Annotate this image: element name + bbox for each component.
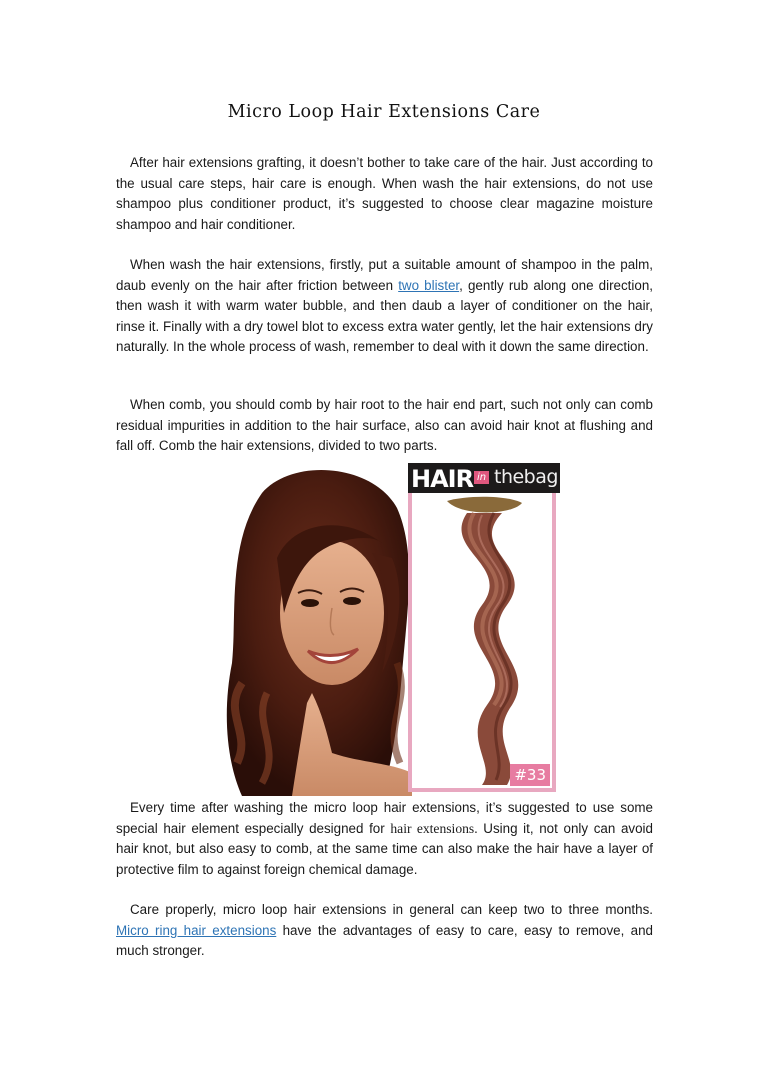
- brand-logo-thebag: thebag: [494, 466, 558, 488]
- paragraph-1: [116, 153, 653, 235]
- brand-logo: [408, 463, 560, 493]
- wavy-hair-extension-graphic: [412, 495, 552, 785]
- brand-logo-hair: HAIR: [411, 465, 474, 493]
- paragraph-5: [116, 900, 653, 962]
- paragraph-4-serif-text: hair extensions.: [390, 820, 478, 836]
- two-blister-link[interactable]: two blister: [398, 277, 460, 293]
- paragraph-3-text: When comb, you should comb by hair root to the hair end part, such not only can comb residual impurities in addition to the hair surface, also can avoid hair knot at flushing and fall off. Comb the hair extensions, divided to two parts.: [116, 397, 653, 454]
- product-image: [408, 463, 556, 792]
- paragraph-5-text-start: Care properly, micro loop hair extensions in general can keep two to three months.: [130, 902, 653, 917]
- paragraph-4: [116, 798, 653, 880]
- micro-ring-hair-extensions-link[interactable]: Micro ring hair extensions: [116, 922, 277, 938]
- model-portrait-graphic: [222, 463, 412, 796]
- paragraph-1-text: After hair extensions grafting, it doesn’t bother to take care of the hair. Just according to the usual care steps, hair care is enough. When wash the hair extensions, do not use shampoo plus conditioner product, it’s suggested to choose clear magazine moisture shampoo and hair conditioner.: [116, 155, 653, 232]
- paragraph-4-text-start: Every time after washing the micro loop hair extensions, it’s suggested to use some special hair element especially designed for: [116, 800, 653, 836]
- paragraph-4-text-end: Using it, not only can avoid hair knot, but also easy to comb, at the same time can also make the hair have a layer of protective film to against foreign chemical damage.: [116, 820, 653, 877]
- brand-logo-in: in: [474, 471, 489, 484]
- hair-extensions-figure: [222, 463, 556, 796]
- paragraph-2: [116, 255, 653, 358]
- color-code-badge: #33: [510, 764, 550, 786]
- model-portrait-image: [222, 463, 412, 796]
- document-title: Micro Loop Hair Extensions Care: [227, 102, 541, 122]
- paragraph-3: [116, 395, 653, 457]
- paragraph-2-text-start: When wash the hair extensions, firstly, put a suitable amount of shampoo in the palm, daub evenly on the hair after friction between: [116, 257, 653, 293]
- paragraph-5-text-end: have the advantages of easy to care, easy to remove, and much stronger.: [116, 922, 653, 959]
- paragraph-2-text-end: , gently rub along one direction, then wash it with warm water bubble, and then daub a layer of conditioner on the hair, rinse it. Finally with a dry towel blot to excess extra water gently, let the hair extensions dry naturally. In the whole process of wash, remember to deal with it down the same direction.: [116, 277, 653, 355]
